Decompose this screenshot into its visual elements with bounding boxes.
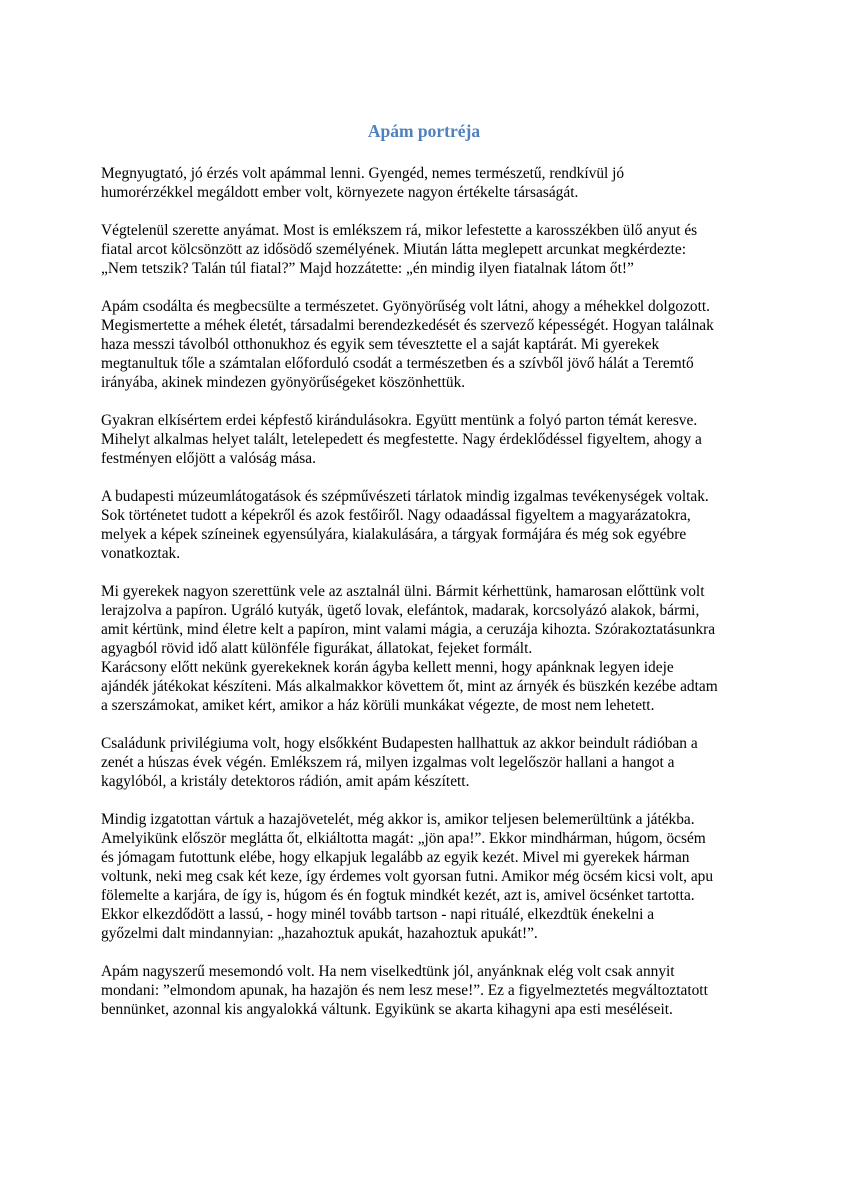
- text-line: amit kértünk, mind életre kelt a papíron, mint valami mágia, a ceruzája kihozta. Szórakoztatásunkra: [101, 621, 716, 638]
- text-line: és jómagam futottunk elébe, hogy elkapjuk legalább az egyik kezét. Mivel mi gyerekek hárman: [101, 849, 690, 866]
- text-line: Apám nagyszerű mesemondó volt. Ha nem viselkedtünk jól, anyánknak elég volt csak annyit: [101, 963, 675, 980]
- text-line: Családunk privilégiuma volt, hogy elsőkként Budapesten hallhattuk az akkor beindult rádióban a: [101, 735, 698, 752]
- text-line: Megnyugtató, jó érzés volt apámmal lenni. Gyengéd, nemes természetű, rendkívül jó: [101, 165, 625, 182]
- text-line: Végtelenül szerette anyámat. Most is emlékszem rá, mikor lefestette a karosszékben ülő anyut és: [101, 222, 698, 239]
- paragraph: [101, 221, 761, 278]
- text-line: festményen előjött a valóság mása.: [101, 450, 316, 467]
- text-line: „Nem tetszik? Talán túl fiatal?” Majd hozzátette: „én mindig ilyen fiatalnak látom őt!”: [101, 260, 634, 277]
- text-line: fölemelte a karjára, de így is, húgom és én fogtuk mindkét kezét, azt is, amivel öcsénket tartotta.: [101, 887, 695, 904]
- text-line: megtanultuk tőle a számtalan előforduló csodát a természetben és a szívből jövő hálát a Teremtő: [101, 355, 694, 372]
- text-line: irányába, akinek mindezen gyönyörűségeket köszönhettük.: [101, 374, 466, 391]
- paragraph: [101, 582, 761, 715]
- text-line: Apám csodálta és megbecsülte a természetet. Gyönyörűség volt látni, ahogy a méhekkel dolgozott.: [101, 298, 711, 315]
- text-line: humorérzékkel megáldott ember volt, környezete nagyon értékelte társaságát.: [101, 184, 579, 201]
- text-line: haza messzi távolból otthonukhoz és egyik sem tévesztette el a saját kaptárát. Mi gyerekek: [101, 336, 660, 353]
- text-line: Mi gyerekek nagyon szerettünk vele az asztalnál ülni. Bármit kérhettünk, hamarosan előttünk volt: [101, 583, 705, 600]
- document-body: [101, 164, 761, 1038]
- text-line: zenét a húszas évek végén. Emlékszem rá, milyen izgalmas volt legelőször hallani a hangot a: [101, 754, 675, 771]
- text-line: bennünket, azonnal kis angyalokká váltunk. Egyikünk se akarta kihagyni apa esti meséléseit.: [101, 1001, 673, 1018]
- text-line: agyagból rövid idő alatt különféle figurákat, állatokat, fejeket formált.: [101, 640, 533, 657]
- text-line: A budapesti múzeumlátogatások és szépművészeti tárlatok mindig izgalmas tevékenységek voltak.: [101, 488, 709, 505]
- document-title: Apám portréja: [367, 121, 481, 141]
- text-line: Gyakran elkísértem erdei képfestő kirándulásokra. Együtt mentünk a folyó parton témát keresve.: [101, 412, 698, 429]
- text-line: Sok történetet tudott a képekről és azok festőiről. Nagy odaadással figyeltem a magyarázatokra,: [101, 507, 691, 524]
- text-line: vonatkoztak.: [101, 545, 181, 562]
- paragraph: [101, 810, 761, 943]
- text-line: Amelyikünk először meglátta őt, elkiáltotta magát: „jön apa!”. Ekkor mindhárman, húgom, öcsém: [101, 830, 706, 847]
- text-line: a szerszámokat, amiket kért, amikor a ház körüli munkákat végezte, de most nem lehetett.: [101, 697, 655, 714]
- text-line: kagylóból, a kristály detektoros rádión, amit apám készített.: [101, 773, 470, 790]
- paragraph: [101, 734, 761, 791]
- text-line: Mihelyt alkalmas helyet talált, letelepedett és megfestette. Nagy érdeklődéssel figyeltem, ahogy a: [101, 431, 702, 448]
- paragraph: [101, 487, 761, 563]
- text-line: Mindig izgatottan vártuk a hazajövetelét, még akkor is, amikor teljesen belemerültünk a játékba.: [101, 811, 695, 828]
- text-line: ajándék játékokat készíteni. Más alkalmakkor követtem őt, mint az árnyék és büszkén kezébe adtam: [101, 678, 718, 695]
- text-line: Ekkor elkezdődött a lassú, - hogy minél tovább tartson - napi rituálé, elkezdtük énekelni a: [101, 906, 655, 923]
- text-line: voltunk, neki meg csak két keze, így érdemes volt gyorsan futni. Amikor még öcsém kicsi volt, apu: [101, 868, 714, 885]
- paragraph: [101, 962, 761, 1019]
- text-line: melyek a képek színeinek egyensúlyára, kialakulására, a tárgyak formájára és még sok egyébre: [101, 526, 687, 543]
- text-line: győzelmi dalt mindannyian: „hazahoztuk apukát, hazahoztuk apukát!”.: [101, 925, 538, 942]
- text-line: fiatal arcot kölcsönzött az idősödő személyének. Miután látta meglepett arcunkat megkérdezte:: [101, 241, 687, 258]
- paragraph: [101, 411, 761, 468]
- paragraph: [101, 297, 761, 392]
- text-line: lerajzolva a papíron. Ugráló kutyák, ügető lovak, elefántok, madarak, korcsolyázó alakok, bármi,: [101, 602, 700, 619]
- text-line: Megismertette a méhek életét, társadalmi berendezkedését és szervező képességét. Hogyan találnak: [101, 317, 714, 334]
- text-line: Karácsony előtt nekünk gyerekeknek korán ágyba kellett menni, hogy apánknak legyen ideje: [101, 659, 674, 676]
- text-line: mondani: ”elmondom apunak, ha hazajön és nem lesz mese!”. Ez a figyelmeztetés megváltoztatott: [101, 982, 708, 999]
- paragraph: [101, 164, 761, 202]
